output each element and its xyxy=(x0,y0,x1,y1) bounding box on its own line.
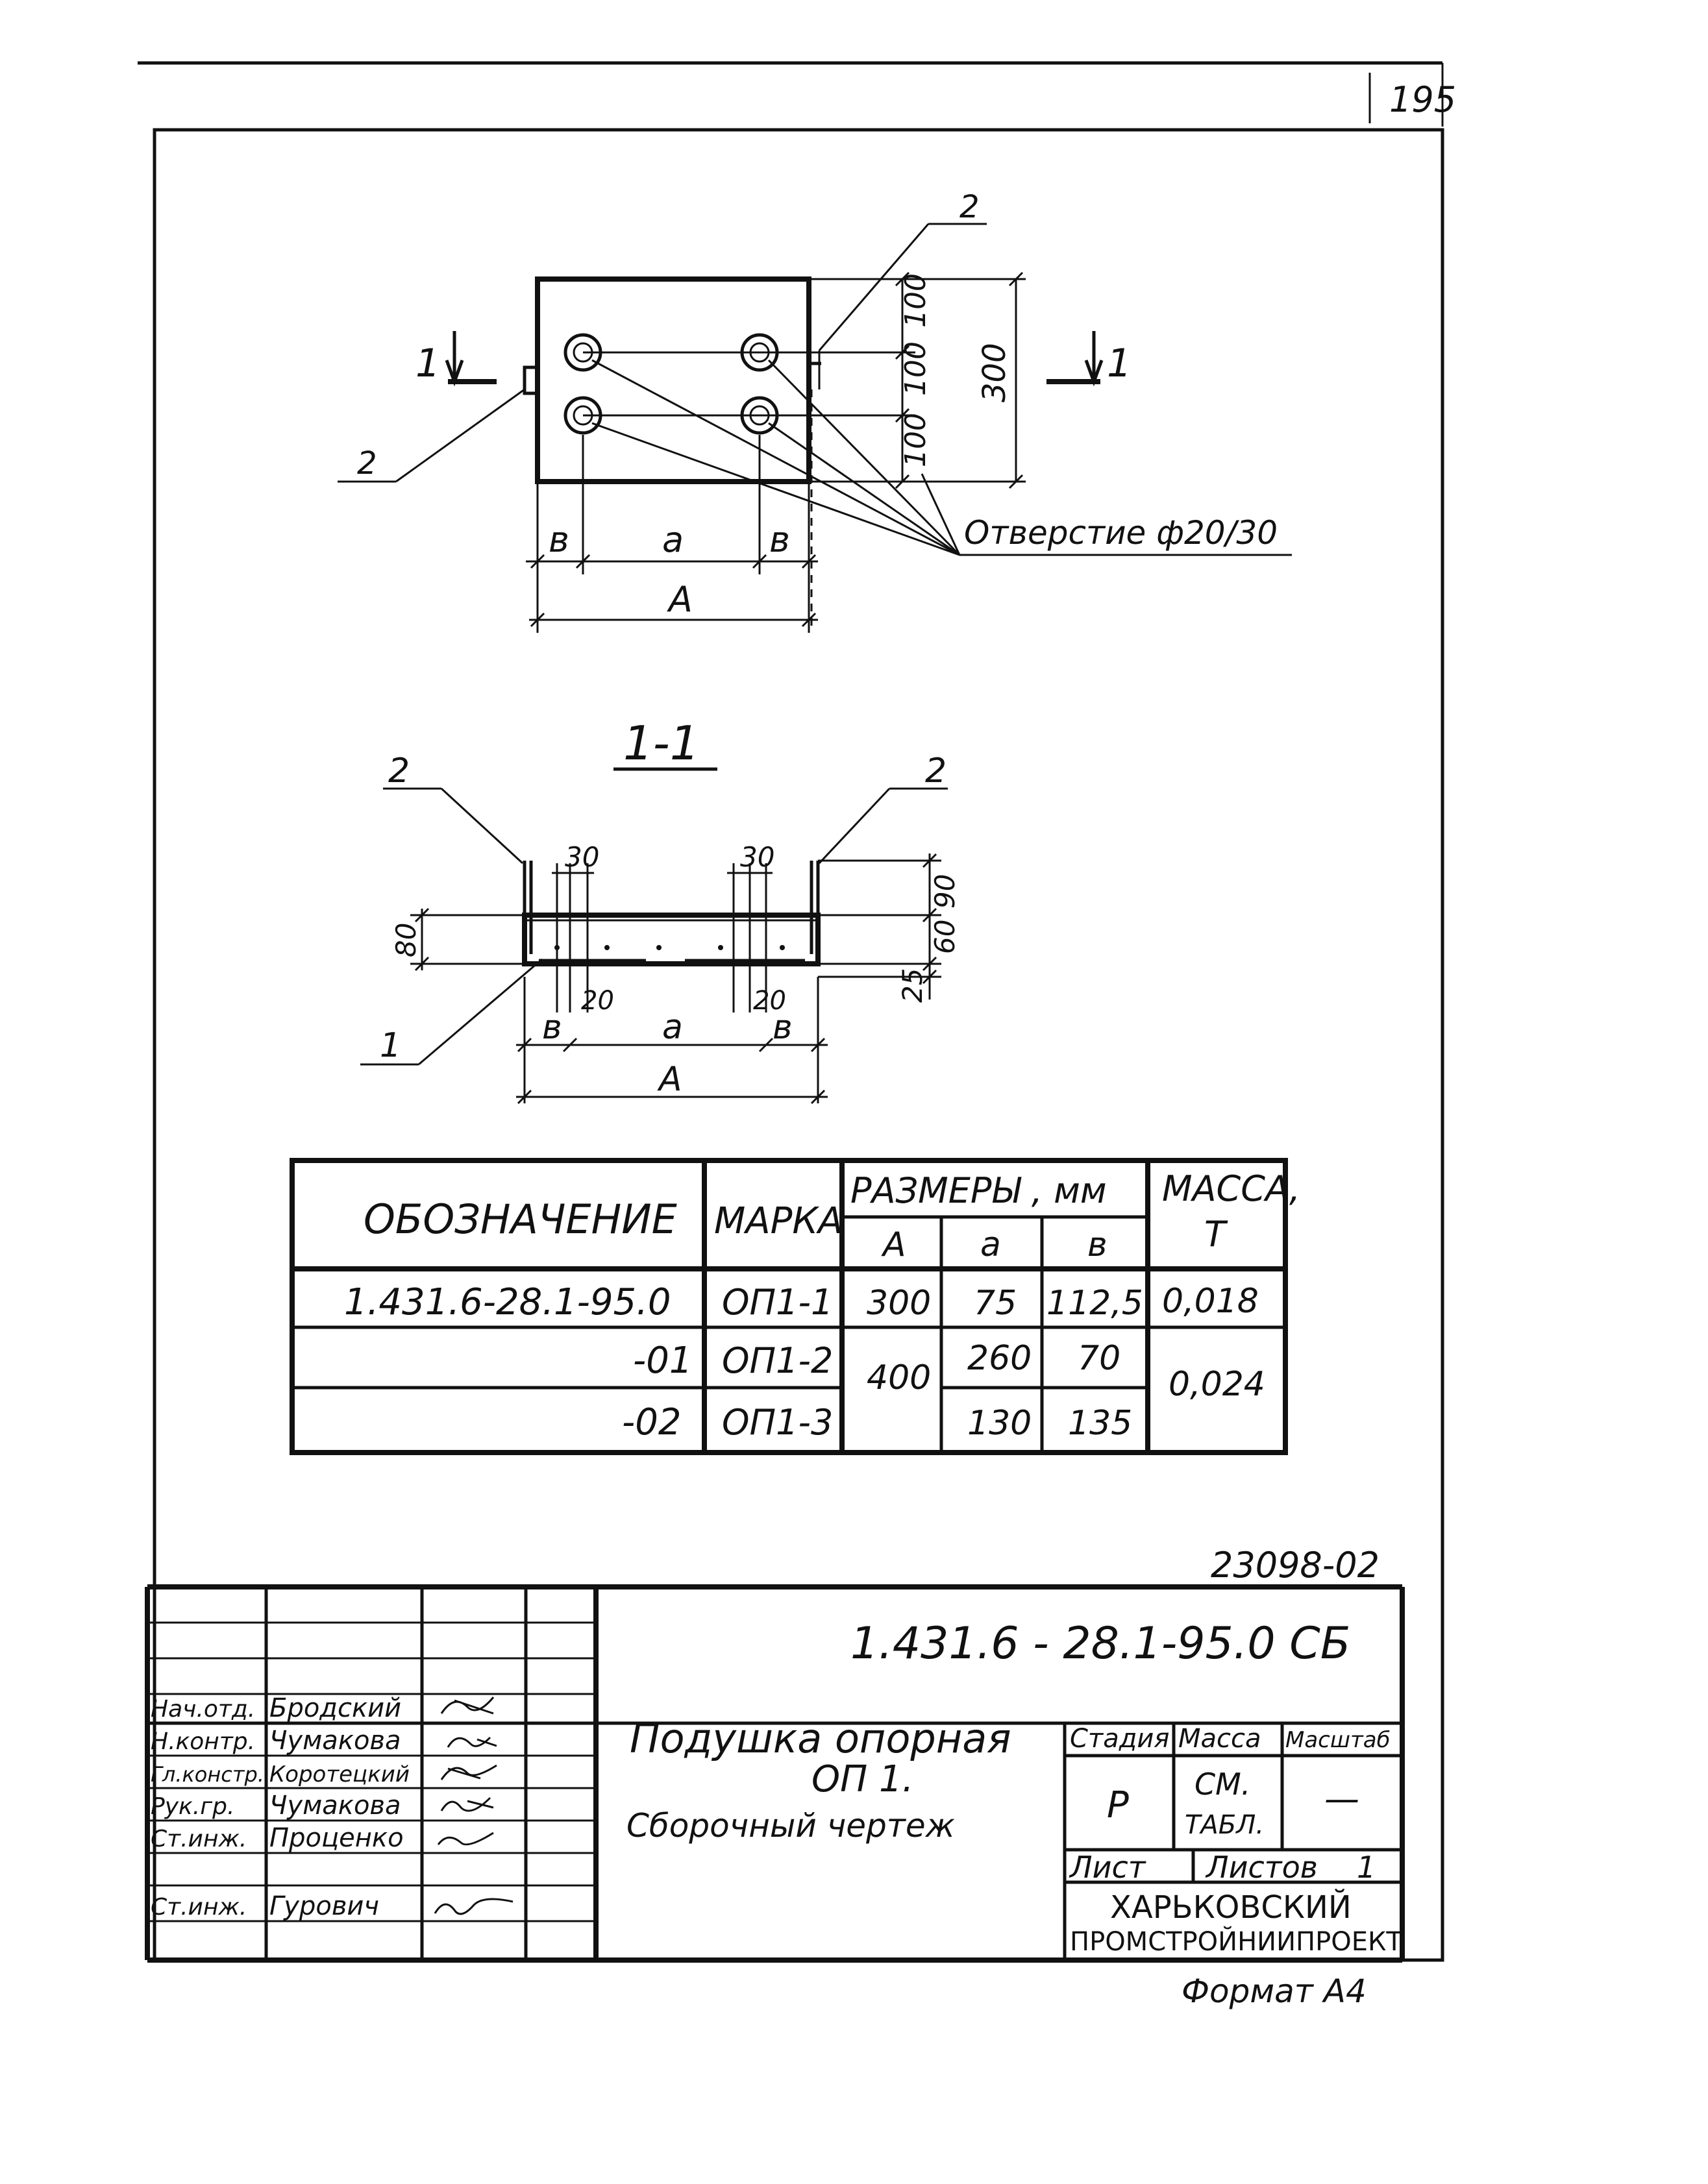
section-mark-left: 1 xyxy=(415,341,441,386)
header-mass: МАССА, xyxy=(1162,1168,1301,1209)
dim-b-right: в xyxy=(769,519,790,560)
row1-mass: 0,018 xyxy=(1162,1282,1259,1321)
dim-30-left: 30 xyxy=(565,841,600,873)
scale-label: Масштаб xyxy=(1285,1727,1391,1753)
dim-A: A xyxy=(659,1060,682,1099)
signature-role: Н.контр. xyxy=(151,1728,256,1755)
plan-view xyxy=(338,189,1292,633)
header-sizes: РАЗМЕРЫ , мм xyxy=(850,1170,1107,1211)
row2-mass: 0,024 xyxy=(1169,1365,1265,1404)
scale-value: — xyxy=(1324,1778,1359,1819)
section-title: 1-1 xyxy=(623,716,700,770)
drawing-type: Сборочный чертеж xyxy=(626,1807,955,1845)
dim-100-top: 100 xyxy=(899,273,932,328)
row2-A: 400 xyxy=(867,1358,932,1397)
dim-A: A xyxy=(669,579,693,620)
row3-designation: -02 xyxy=(622,1401,682,1443)
dim-25: 25 xyxy=(897,968,928,1003)
signature-role: Ст.инж. xyxy=(151,1894,247,1920)
signature-name: Бродский xyxy=(269,1693,402,1723)
row3-mark: ОП1-3 xyxy=(722,1402,834,1443)
dim-100-middle: 100 xyxy=(899,341,932,396)
dim-20-left: 20 xyxy=(581,986,614,1016)
header-b: в xyxy=(1087,1225,1108,1264)
plate-section xyxy=(525,915,818,964)
mass-label: Масса xyxy=(1178,1724,1261,1754)
dim-20-right: 20 xyxy=(753,986,786,1016)
dim-a: a xyxy=(662,1008,683,1047)
row1-mark: ОП1-1 xyxy=(722,1282,834,1323)
row2-b: 70 xyxy=(1078,1339,1121,1378)
row2-designation: -01 xyxy=(633,1340,693,1382)
header-designation: ОБОЗНАЧЕНИЕ xyxy=(364,1196,677,1243)
callout-2-top: 2 xyxy=(959,189,980,225)
plate-outline xyxy=(538,279,809,482)
row1-a: 75 xyxy=(974,1284,1017,1323)
callout-2-left: 2 xyxy=(388,752,410,791)
signature-name: Чумакова xyxy=(269,1791,401,1821)
product-name-line1: Подушка опорная xyxy=(630,1715,1011,1762)
signature-role: Рук.гр. xyxy=(151,1793,235,1820)
row2-a: 260 xyxy=(967,1339,1032,1378)
mass-value-line1: СМ. xyxy=(1194,1767,1251,1802)
format-note: Формат А4 xyxy=(1182,1972,1367,2010)
header-a: a xyxy=(980,1225,1001,1264)
signature-name: Чумакова xyxy=(269,1726,401,1756)
dim-30-right: 30 xyxy=(740,841,775,873)
dim-80: 80 xyxy=(390,922,422,957)
section-view xyxy=(360,716,961,1103)
dim-b-left: в xyxy=(549,519,569,560)
row3-a: 130 xyxy=(967,1404,1032,1443)
mass-value-line2: ТАБЛ. xyxy=(1185,1810,1265,1840)
archive-number: 23098-02 xyxy=(1211,1545,1380,1586)
hole-note: Отверстие ф20/30 xyxy=(964,514,1278,552)
dim-b-left: в xyxy=(542,1008,562,1047)
signature-role: Ст.инж. xyxy=(151,1826,247,1852)
row3-b: 135 xyxy=(1068,1404,1133,1443)
dim-100-bottom: 100 xyxy=(899,413,932,467)
dim-90: 90 xyxy=(929,874,961,909)
row1-b: 112,5 xyxy=(1046,1284,1143,1323)
stage-value: Р xyxy=(1107,1784,1129,1826)
callout-1-bottom: 1 xyxy=(380,1026,402,1065)
organization-line1: ХАРЬКОВСКИЙ xyxy=(1110,1889,1352,1926)
sheet-number: 195 xyxy=(1389,79,1457,120)
dim-60: 60 xyxy=(929,919,961,954)
spec-table xyxy=(292,1160,1300,1453)
dim-b-right: в xyxy=(773,1008,793,1047)
organization-line2: ПРОМСТРОЙНИИПРОЕКТ xyxy=(1070,1927,1402,1957)
callout-2-left: 2 xyxy=(357,445,377,482)
sheet-label: Лист xyxy=(1070,1850,1146,1885)
sheets-label: Листов xyxy=(1206,1850,1318,1885)
signature-role: Нач.отд. xyxy=(151,1696,256,1723)
row1-A: 300 xyxy=(867,1284,932,1323)
row1-designation: 1.431.6-28.1-95.0 xyxy=(344,1281,671,1323)
signature-role: Гл.констр. xyxy=(151,1762,264,1787)
signature-name: Гурович xyxy=(269,1891,380,1921)
stage-label: Стадия xyxy=(1070,1724,1170,1754)
handwritten-signatures xyxy=(435,1697,513,1914)
callout-2-right: 2 xyxy=(925,752,947,791)
signature-name: Коротецкий xyxy=(269,1761,410,1787)
product-name-line2: ОП 1. xyxy=(811,1758,914,1800)
dim-a: a xyxy=(662,519,684,560)
section-mark-right: 1 xyxy=(1107,341,1132,386)
document-code: 1.431.6 - 28.1-95.0 СБ xyxy=(850,1618,1351,1669)
row2-mark: ОП1-2 xyxy=(722,1340,834,1381)
sheets-value: 1 xyxy=(1357,1850,1376,1885)
signature-name: Проценко xyxy=(269,1823,404,1853)
dim-300: 300 xyxy=(976,343,1013,402)
signature-list xyxy=(151,1693,410,1921)
header-mark: МАРКА xyxy=(714,1200,843,1242)
header-A: A xyxy=(883,1225,906,1264)
header-mass-unit: Т xyxy=(1204,1214,1226,1255)
